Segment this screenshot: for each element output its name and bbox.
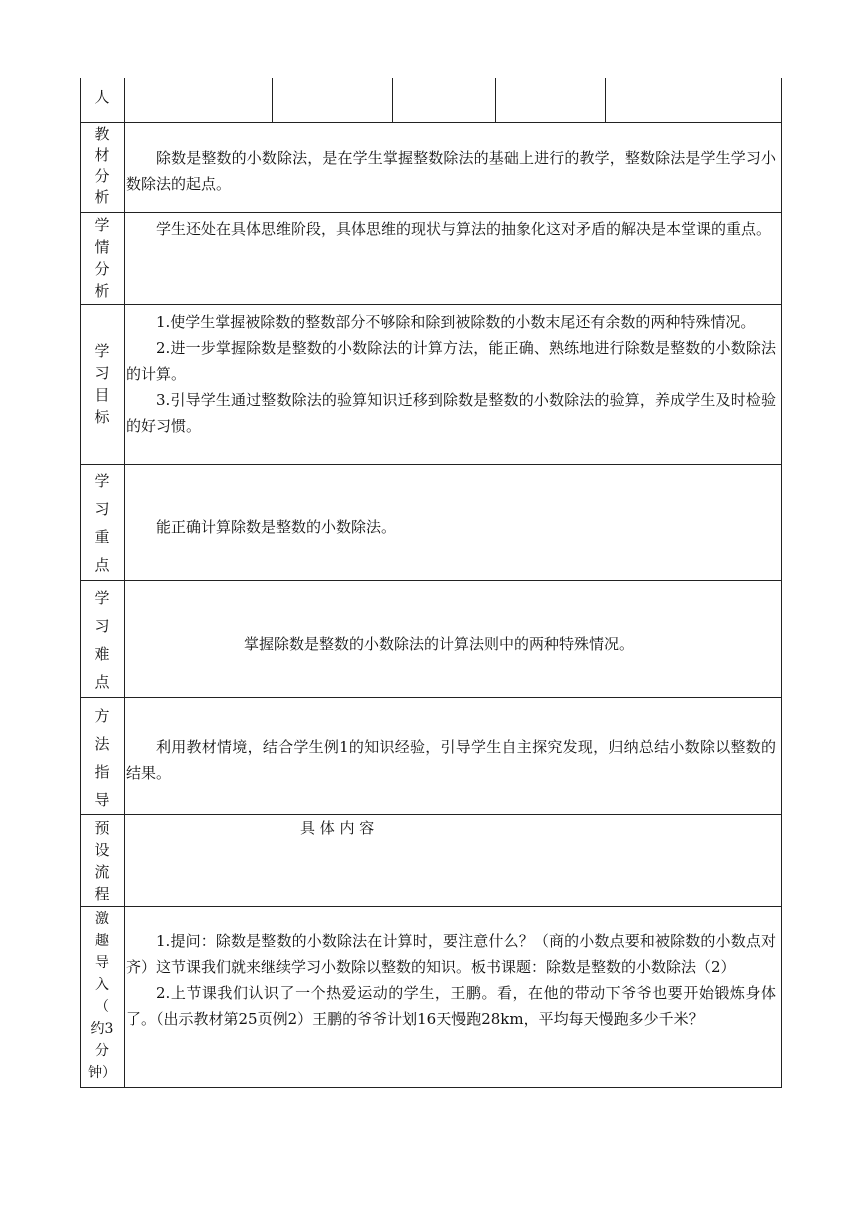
label-char: 程 [94, 885, 110, 903]
row-divider [80, 304, 782, 305]
column-divider [272, 78, 273, 122]
label-char: 学 [94, 216, 110, 234]
content-daoru [126, 928, 776, 1032]
label-nandian [80, 584, 124, 696]
content-jiaocai [126, 145, 776, 197]
paragraph: 能正确计算除数是整数的小数除法。 [156, 518, 397, 536]
label-char: 目 [94, 386, 110, 404]
label-fangfa [80, 702, 124, 814]
label-char: 人 [94, 88, 110, 106]
paragraph: 除数是整数的小数除法，是在学生掌握整数除法的基础上进行的教学，整数除法是学生学习小数除法的起点。 [126, 149, 776, 193]
row-divider [80, 1087, 782, 1088]
label-char: 分 [94, 167, 110, 185]
label-char: 习 [94, 500, 110, 518]
label-char: 钟） [88, 1065, 116, 1081]
label-char: 设 [94, 841, 110, 859]
label-ren [80, 86, 124, 107]
content-xueqing [126, 216, 776, 242]
label-xueqing [80, 214, 124, 302]
row-divider [80, 212, 782, 213]
column-divider [605, 78, 606, 122]
label-char: 点 [94, 673, 110, 691]
label-char: 法 [94, 735, 110, 753]
paragraph: 学生还处在具体思维阶段，具体思维的现状与算法的抽象化这对矛盾的解决是本堂课的重点。 [156, 220, 772, 238]
content-nandian: 掌握除数是整数的小数除法的计算法则中的两种特殊情况。 [244, 635, 635, 653]
label-char: （ [95, 999, 109, 1015]
row-divider [80, 906, 782, 907]
content-fangfa [126, 734, 776, 786]
label-char: 材 [94, 146, 110, 164]
label-char: 指 [94, 763, 110, 781]
row-divider [80, 814, 782, 815]
label-char: 标 [94, 408, 110, 426]
label-char: 学 [94, 472, 110, 490]
label-char: 预 [94, 819, 110, 837]
label-char: 习 [94, 364, 110, 382]
paragraph: 2.进一步掌握除数是整数的小数除法的计算方法，能正确、熟练地进行除数是整数的小数除法的计算。 [126, 339, 776, 383]
row-divider [80, 580, 782, 581]
label-char: 教 [94, 125, 110, 143]
label-char: 析 [94, 188, 110, 206]
label-char: 学 [94, 342, 110, 360]
label-mubiao [80, 340, 124, 428]
lesson-plan-table [80, 0, 782, 1088]
row-divider [80, 464, 782, 465]
label-char: 习 [94, 617, 110, 635]
label-char: 点 [94, 556, 110, 574]
label-char: 分 [95, 1043, 109, 1059]
label-column-divider [124, 78, 125, 1088]
label-char: 入 [95, 977, 109, 993]
column-divider [495, 78, 496, 122]
label-char: 导 [94, 791, 110, 809]
paragraph: 2.上节课我们认识了一个热爱运动的学生，王鹏。看，在他的带动下爷爷也要开始锻炼身体了。（出示教材第25页例2）王鹏的爷爷计划16天慢跑28km，平均每天慢跑多少千米？ [126, 984, 776, 1028]
paragraph: 1.提问：除数是整数的小数除法在计算时，要注意什么？（商的小数点要和被除数的小数点对齐）这节课我们就来继续学习小数除以整数的知识。板书课题：除数是整数的小数除法（2） [126, 932, 776, 976]
paragraph: 1.使学生掌握被除数的整数部分不够除和除到被除数的小数末尾还有余数的两种特殊情况。 [156, 313, 756, 331]
label-zhongdian [80, 467, 124, 579]
label-daoru [80, 908, 124, 1084]
paragraph: 利用教材情境，结合学生例1的知识经验，引导学生自主探究发现，归纳总结小数除以整数的结果。 [126, 738, 776, 782]
label-char: 难 [94, 645, 110, 663]
label-char: 分 [94, 260, 110, 278]
label-char: 约3 [90, 1021, 114, 1037]
label-char: 析 [94, 282, 110, 300]
label-char: 流 [94, 863, 110, 881]
content-zhongdian [126, 514, 776, 540]
row-divider [80, 122, 782, 123]
label-char: 方 [94, 707, 110, 725]
content-mubiao [126, 309, 776, 439]
row-divider [80, 697, 782, 698]
label-liucheng [80, 817, 124, 905]
table-right-border [781, 78, 782, 1088]
label-jiaocai [80, 124, 124, 208]
label-char: 趣 [95, 933, 109, 949]
column-divider [392, 78, 393, 122]
label-char: 重 [94, 528, 110, 546]
content-liucheng: 具 体 内 容 [300, 819, 375, 837]
label-char: 激 [95, 911, 109, 927]
label-char: 导 [95, 955, 109, 971]
label-char: 学 [94, 589, 110, 607]
paragraph: 3.引导学生通过整数除法的验算知识迁移到除数是整数的小数除法的验算，养成学生及时检验的好习惯。 [126, 391, 776, 435]
label-char: 情 [94, 238, 110, 256]
